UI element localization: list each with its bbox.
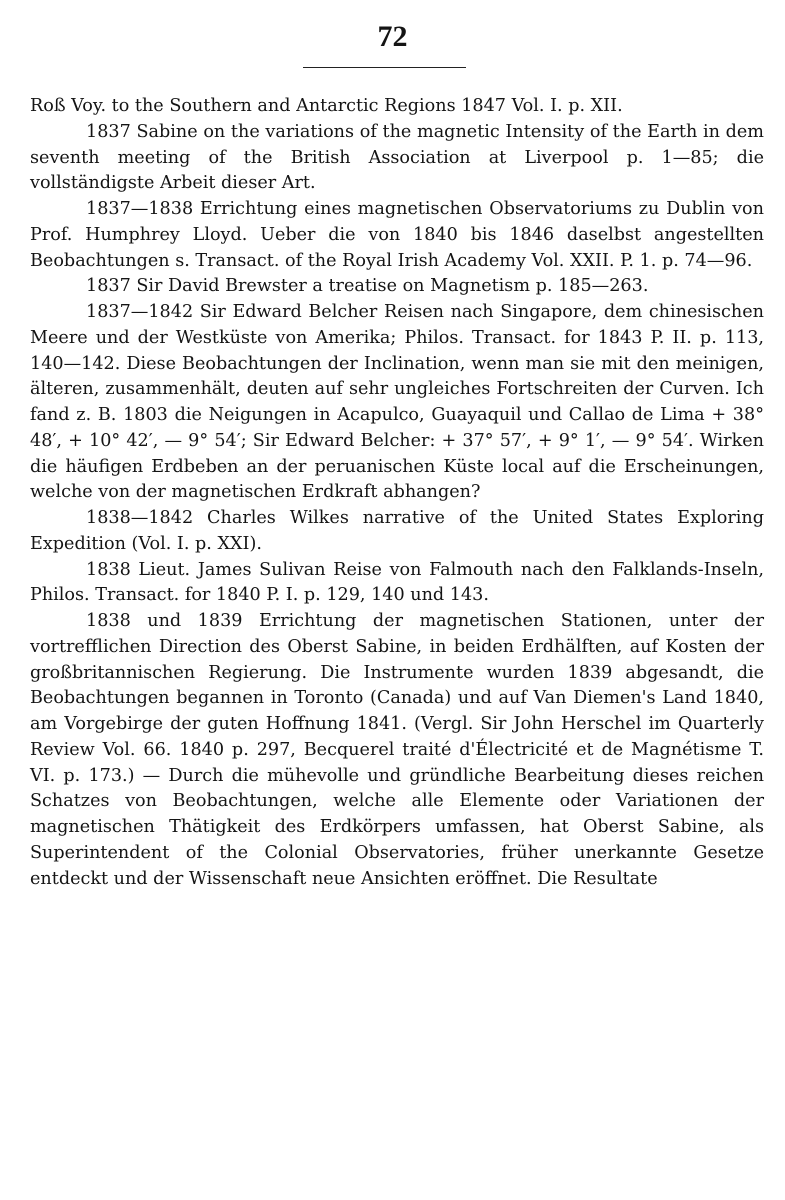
body-text — [30, 94, 764, 892]
header-rule — [303, 67, 466, 68]
paragraph-sabine-1837: 1837 Sabine on the variations of the magnetic Intensity of the Earth in dem seventh meeting of the British Association at Liverpool p. 1—85; die vollständigste Arbeit dieser Art. — [30, 121, 764, 194]
paragraph-magnetic-stations: 1838 und 1839 Errichtung der magnetischen Stationen, unter der vortrefflichen Direction des Oberst Sabine, in beiden Erdhälften, auf Kosten der großbritannischen Regierung. Die Instrumente wurden 1839 abgesandt, die Beobachtungen begannen in Toronto (Canada) und auf Van Diemen's Land 1840, am Vorgebirge der guten Hoffnung 1841. (Vergl. Sir John Herschel im Quarterly Review Vol. 66. 1840 p. 297, Becquerel traité d'Électricité et de Magnétisme T. VI. p. 173.) — Durch die mühevolle und gründliche Bearbeitung dieses reichen Schatzes von Beobachtungen, welche alle Elemente oder Variationen der magnetischen Thätigkeit des Erdkörpers umfassen, hat Oberst Sabine, als Superintendent of the Colonial Observatories, früher unerkannte Gesetze entdeckt und der Wissenschaft neue Ansichten eröffnet. Die Resultate — [30, 611, 764, 889]
paragraph-sulivan: 1838 Lieut. James Sulivan Reise von Falmouth nach den Falklands-Inseln, Philos. Transact. for 1840 P. I. p. 129, 140 und 143. — [30, 559, 764, 606]
paragraph-dublin-observatory: 1837—1838 Errichtung eines magnetischen Observatoriums zu Dublin von Prof. Humphrey Lloyd. Ueber die von 1840 bis 1846 daselbst angestellten Beobachtungen s. Transact. of the Royal Irish Academy Vol. XXII. P. 1. p. 74—96. — [30, 199, 764, 271]
paragraph-wilkes: 1838—1842 Charles Wilkes narrative of the United States Exploring Expedition (Vol. I. p. XXI). — [30, 508, 764, 554]
paragraph-belcher: 1837—1842 Sir Edward Belcher Reisen nach Singapore, dem chinesischen Meere und der Westküste von Amerika; Philos. Transact. for 1843 P. II. p. 113, 140—142. Diese Beobachtungen der Inclination, wenn man sie mit den meinigen, älteren, zusammenhält, deuten auf sehr ungleiches Fortschreiten der Curven. Ich fand z. B. 1803 die Neigungen in Acapulco, Guayaquil und Callao de Lima + 38° 48′, + 10° 42′, — 9° 54′; Sir Edward Belcher: + 37° 57′, + 9° 1′, — 9° 54′. Wirken die häufigen Erdbeben an der peruanischen Küste local auf die Erscheinungen, welche von der magnetischen Erdkraft abhangen? — [30, 302, 764, 503]
paragraph-ross-voyage: Roß Voy. to the Southern and Antarctic Regions 1847 Vol. I. p. XII. — [30, 96, 623, 116]
page-number: 72 — [377, 20, 408, 53]
paragraph-brewster: 1837 Sir David Brewster a treatise on Magnetism p. 185—263. — [86, 276, 649, 297]
